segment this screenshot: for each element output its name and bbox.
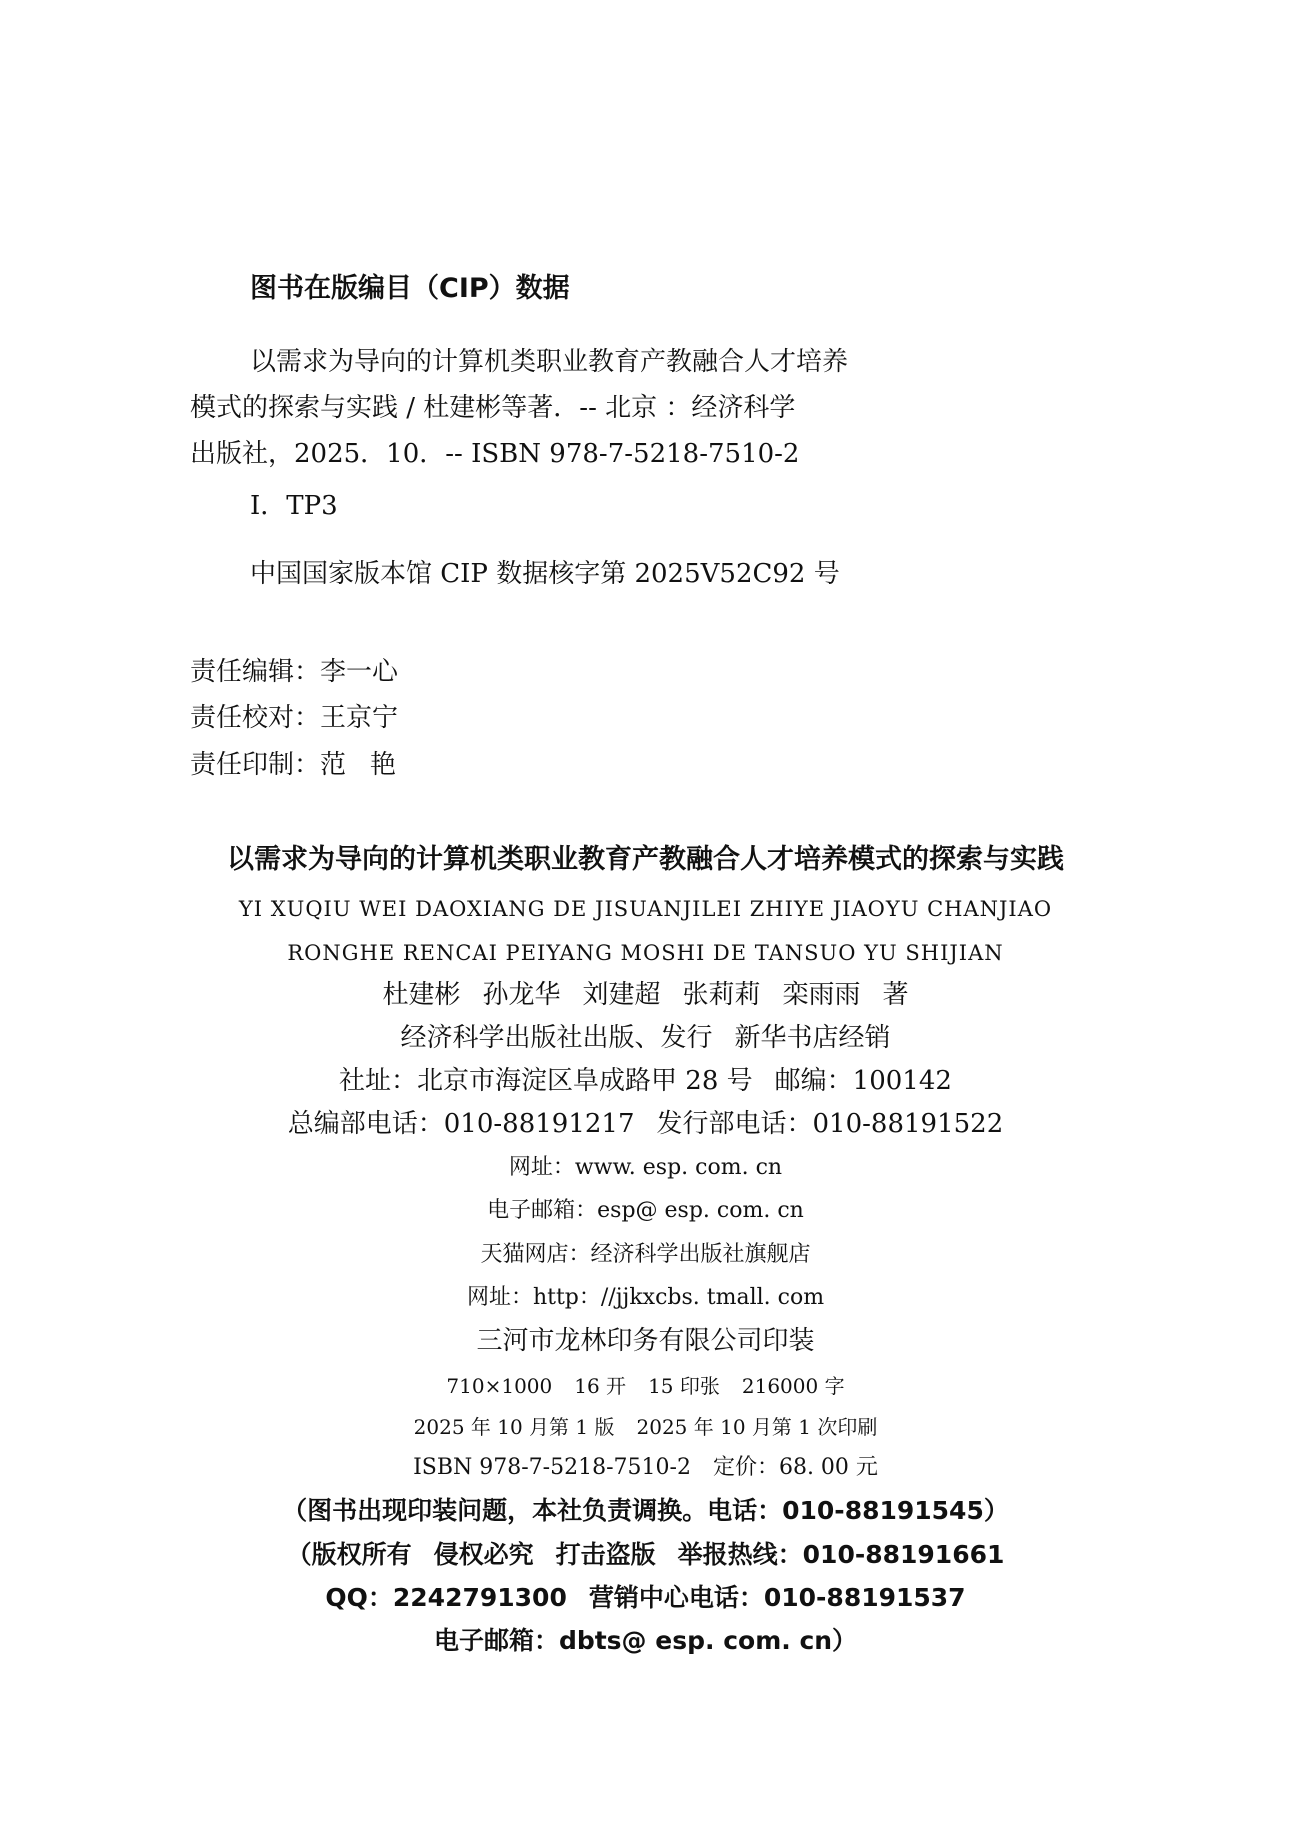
spec-words: 216000 字: [741, 1374, 845, 1398]
distributor-text: 新华书店经销: [734, 1023, 891, 1053]
note-qq: QQ：2242791300: [325, 1583, 567, 1612]
colophon-publisher: [0, 1021, 1291, 1055]
colophon-note-line-2: [0, 1538, 1291, 1572]
author-name: 栾雨雨: [782, 980, 861, 1010]
printing-text: 2025 年 10 月第 1 次印刷: [636, 1415, 878, 1439]
staff-printing-label: 责任印制：: [190, 750, 321, 780]
colophon-title: 以需求为导向的计算机类职业教育产教融合人才培养模式的探索与实践: [227, 844, 1064, 875]
colophon-spec: [0, 1369, 1291, 1403]
colophon-website: 网址：www. esp. com. cn: [508, 1155, 783, 1180]
cip-record-line-3: 出版社，2025．10．-- ISBN 978-7-5218-7510-2: [190, 439, 800, 469]
staff-printing-name: 范艳: [320, 750, 421, 780]
colophon-authors: [0, 978, 1291, 1012]
colophon-edition: [0, 1410, 1291, 1444]
note-infringement: 侵权必究: [433, 1540, 534, 1569]
staff-editor: [190, 655, 398, 689]
cip-record-line-1: 以需求为导向的计算机类职业教育产教融合人才培养: [250, 347, 849, 377]
distribution-phone: 发行部电话：010-88191522: [656, 1109, 1004, 1139]
note-marketing-phone: 营销中心电话：010-88191537: [588, 1583, 966, 1612]
cip-check-number: 中国国家版本馆 CIP 数据核字第 2025V52C92 号: [250, 559, 840, 589]
price-text: 定价：68. 00 元: [712, 1455, 878, 1480]
staff-editor-name: 李一心: [320, 657, 399, 687]
editorial-phone: 总编部电话：010-88191217: [287, 1109, 635, 1139]
spec-format: 710×1000: [446, 1374, 553, 1398]
postcode-text: 邮编：100142: [774, 1066, 952, 1096]
colophon-phones: [0, 1107, 1291, 1141]
colophon-pinyin-line-1: YI XUQIU WEI DAOXIANG DE JISUANJILEI ZHIYE JIAOYU CHANJIAO: [238, 897, 1053, 921]
note-hotline: 举报热线：010-88191661: [677, 1540, 1005, 1569]
author-name: 杜建彬: [382, 980, 461, 1010]
author-name: 刘建超: [582, 980, 661, 1010]
colophon-tmall-store: 天猫网店：经济科学出版社旗舰店: [480, 1242, 811, 1267]
colophon-email: 电子邮箱：esp@ esp. com. cn: [487, 1198, 804, 1223]
colophon-printer: 三河市龙林印务有限公司印装: [476, 1326, 815, 1356]
spec-folio: 16 开: [574, 1374, 627, 1398]
colophon-note-line-3: [0, 1581, 1291, 1615]
cip-heading: 图书在版编目（CIP）数据: [250, 273, 570, 304]
staff-editor-label: 责任编辑：: [190, 657, 321, 687]
author-name: 孙龙华: [482, 980, 561, 1010]
colophon-pinyin-line-2: RONGHE RENCAI PEIYANG MOSHI DE TANSUO YU SHIJIAN: [287, 941, 1004, 965]
staff-proofreader: [190, 701, 398, 735]
staff-proofreader-label: 责任校对：: [190, 703, 321, 733]
author-name: 张莉莉: [682, 980, 761, 1010]
colophon-isbn-price: [0, 1451, 1291, 1485]
note-copyright: （版权所有: [286, 1540, 412, 1569]
cip-classification: Ⅰ．TP3: [250, 491, 338, 521]
note-piracy: 打击盗版: [555, 1540, 656, 1569]
cip-record-line-2: 模式的探索与实践 / 杜建彬等著．-- 北京 ：经济科学: [190, 393, 796, 423]
colophon-tmall-url: 网址：http：//jjkxcbs. tmall. com: [466, 1285, 825, 1310]
staff-printing: [190, 748, 420, 782]
staff-proofreader-name: 王京宁: [320, 703, 399, 733]
address-text: 社址：北京市海淀区阜成路甲 28 号: [339, 1066, 753, 1096]
author-role: 著: [882, 980, 909, 1010]
colophon-note-line-1: （图书出现印装问题，本社负责调换。电话：010-88191545）: [282, 1496, 1009, 1525]
spec-sheets: 15 印张: [648, 1374, 720, 1398]
colophon-address: [0, 1064, 1291, 1098]
edition-text: 2025 年 10 月第 1 版: [413, 1415, 615, 1439]
publisher-text: 经济科学出版社出版、发行: [400, 1023, 713, 1053]
isbn-text: ISBN 978-7-5218-7510-2: [413, 1455, 691, 1480]
colophon-note-line-4: 电子邮箱：dbts@ esp. com. cn）: [433, 1626, 858, 1655]
